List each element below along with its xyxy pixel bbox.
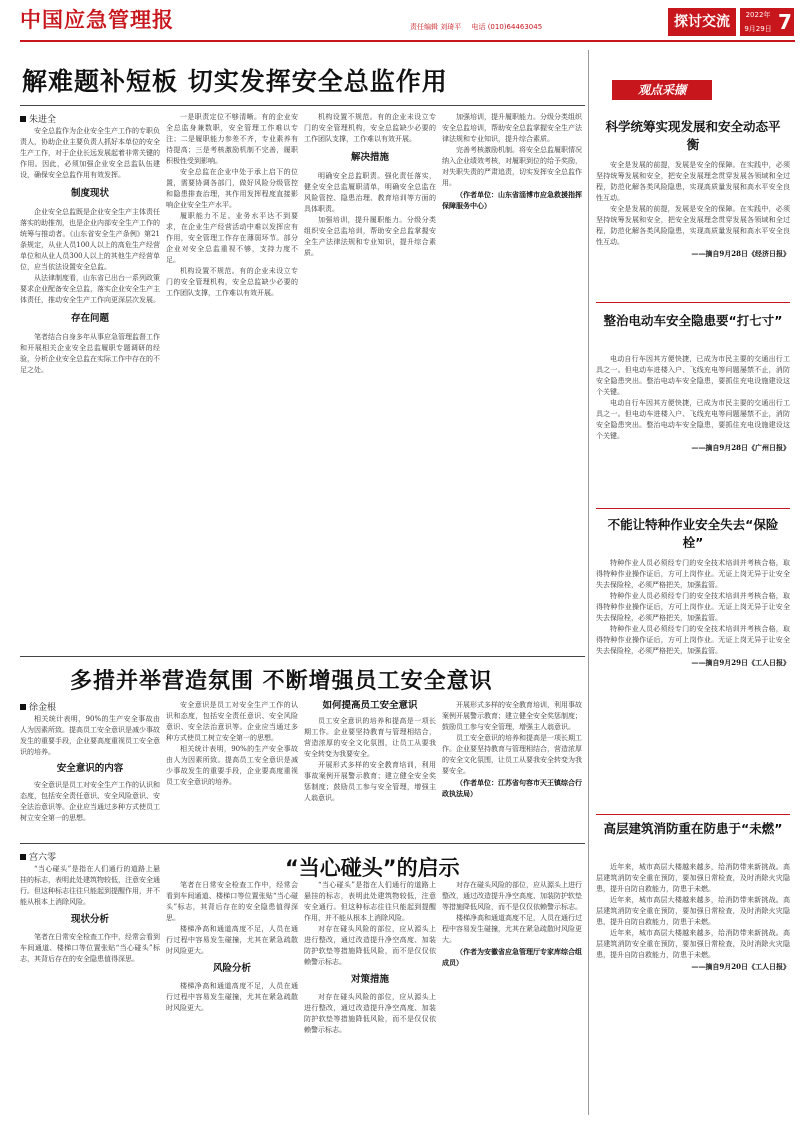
byline-square-icon (20, 854, 26, 860)
article1-source: （作者单位：山东省淄博市应急救援指挥保障服务中心） (442, 190, 582, 210)
article1-p10: 完善考核激励机制。将安全总监履职情况纳入企业绩效考核，对履职到位的给予奖励，对失职失责的严肃追责，切实发挥安全总监作用。 (442, 146, 582, 187)
article2-p4: 开展形式多样的安全教育培训，利用事故案例开展警示教育；建立健全安全奖惩制度；鼓励员工参与安全管理，增强主人翁意识。 (304, 761, 436, 802)
article3-p2: 笔者在日常安全检查工作中，经常会看到车间通道、楼梯口等位置张贴“当心碰头”标志，其背后存在的安全隐患值得深思。 (20, 933, 160, 963)
article2-source: （作者单位：江苏省句容市天王镇综合行政执法局） (442, 778, 582, 798)
article3-headline: “当心碰头”的启示 (285, 856, 460, 880)
sidebar-text-1: 安全是发展的前提，发展是安全的保障。在实践中，必须坚持统筹发展和安全，把安全发展理念贯穿发展各领域和全过程，防范化解各类风险隐患，实现高质量发展和高水平安全良性互动。 (596, 161, 790, 202)
article1-p9-cont: 加强培训，提升履职能力。分级分类组织安全总监培训，帮助安全总监掌握安全生产法律法规和专业知识，提升综合素质。 (442, 113, 582, 143)
article3-p3-cont2: 楼梯净高和通道高度不足，人员在通行过程中容易发生碰撞，尤其在紧急疏散时风险更大。 (442, 914, 582, 944)
article1-p3: 笔者结合自身多年从事应急管理监督工作和开展相关企业安全总监履职专题调研的经验，分析企业安全总监在实际工作中存在的不足之处。 (20, 333, 160, 374)
article2-p1-cont: 相关统计表明，90%的生产安全事故由人为因素所致。提高员工安全意识是减少事故发生的重要手段，企业要高度重视员工安全意识的培养。 (166, 745, 298, 786)
sidebar-text-4c: 近年来，城市高层大楼越来越多，给消防带来新挑战。高层建筑消防安全重在预防，要加强日常检查，及时消除火灾隐患，提升自防自救能力，防患于未燃。 (596, 929, 790, 959)
article2-sub1: 安全意识的内容 (56, 763, 124, 774)
article1-p7-cont: 机构设置不规范。有的企业未设立专门的安全管理机构，安全总监缺少必要的工作团队支撑，工作难以有效开展。 (304, 113, 436, 143)
article1-p5: 安全总监在企业中处于承上启下的位置，需要协调各部门，做好风险分级管控和隐患排查治理，其作用发挥程度直接影响企业安全生产水平。 (166, 168, 298, 209)
article1-col2 (166, 112, 298, 651)
sidebar-title-1: 科学统筹实现发展和安全动态平衡 (605, 119, 781, 152)
sidebar-body-2 (596, 354, 790, 504)
article3-p1-cont: “当心碰头”是指在人们通行的道路上悬挂的标志，表明此处建筑物较低，注意安全通行。但这种标志往往只能起到提醒作用，并不能从根本上消除风险。 (304, 881, 436, 922)
sidebar-text-1b: 安全是发展的前提，发展是安全的保障。在实践中，必须坚持统筹发展和安全，把安全发展理念贯穿发展各领域和全过程，防范化解各类风险隐患，实现高质量发展和高水平安全良性互动。 (596, 205, 790, 246)
article1-p6: 履职能力不足。业务水平达不到要求，在企业生产经营活动中难以发挥应有作用，安全管理工作存在薄弱环节。部分企业对安全总监重视不够，支持力度不足。 (166, 212, 298, 264)
sidebar-text-2: 电动自行车因其方便快捷，已成为市民主要的交通出行工具之一。但电动车进楼入户、飞线充电等问题屡禁不止，消防安全隐患突出。整治电动车安全隐患，要抓住充电设施建设这个关键。 (596, 355, 790, 396)
article1-sub2: 存在问题 (70, 313, 109, 324)
sidebar-body-4 (596, 862, 790, 1114)
issue-year: 2022年 (740, 8, 776, 22)
sidebar-cite-4: ——摘自9月20日《工人日报》 (691, 962, 790, 971)
byline-square-icon (20, 116, 26, 122)
sidebar-text-3: 特种作业人员必须经专门的安全技术培训并考核合格，取得特种作业操作证后，方可上岗作业。无证上岗无异于让安全失去保险栓，必须严格把关，加强监管。 (596, 559, 790, 589)
article2-author: 徐金根 (29, 703, 57, 713)
article3-sub2: 风险分析 (212, 963, 251, 974)
article3-p3-cont: 楼梯净高和通道高度不足，人员在通行过程中容易发生碰撞，尤其在紧急疏散时风险更大。 (166, 982, 298, 1012)
article1-headline: 解难题补短板 切实发挥安全总监作用 (22, 67, 448, 96)
sidebar-rule (596, 302, 790, 303)
article1-p4: 一是职责定位不够清晰。有的企业安全总监身兼数职，安全管理工作难以专注；二是履职能力参差不齐，专业素养有待提高；三是考核激励机制不完善，履职积极性受到影响。 (166, 113, 298, 165)
article3-col2 (166, 880, 298, 1114)
article1-sub1: 制度现状 (70, 188, 109, 199)
article1-p7: 机构设置不规范。有的企业未设立专门的安全管理机构，安全总监缺少必要的工作团队支撑，工作难以有效开展。 (166, 267, 298, 297)
article3-col1 (20, 864, 160, 1114)
article1-author: 朱进全 (29, 115, 57, 125)
editor-info (410, 22, 550, 32)
article1-sub3: 解决措施 (350, 152, 389, 163)
editor-label: 责任编辑 刘琦平 (410, 23, 462, 31)
article2-col3 (304, 700, 436, 838)
sidebar-cite-2: ——摘自9月28日《广州日报》 (691, 443, 790, 452)
sidebar-text-3b: 特种作业人员必须经专门的安全技术培训并考核合格，取得特种作业操作证后，方可上岗作业。无证上岗无异于让安全失去保险栓，必须严格把关，加强监管。 (596, 592, 790, 622)
article2-col1 (20, 714, 160, 838)
article2-p3: 员工安全意识的培养和提高是一项长期工作。企业要坚持教育与管理相结合，营造浓厚的安全文化氛围，让员工从要我安全转变为我要安全。 (304, 717, 436, 758)
article1-col4 (442, 112, 582, 651)
sidebar-text-3c: 特种作业人员必须经专门的安全技术培训并考核合格，取得特种作业操作证后，方可上岗作业。无证上岗无异于让安全失去保险栓，必须严格把关，加强监管。 (596, 625, 790, 655)
sidebar-tag: 观点采撷 (612, 80, 712, 100)
article3-p4-cont: 对存在碰头风险的部位，应从源头上进行整改，通过改造提升净空高度、加装防护软垫等措施降低风险，而不是仅仅依赖警示标志。 (304, 993, 436, 1034)
article1-byline (20, 112, 56, 125)
issue-date: 9月29日 (740, 22, 776, 36)
article2-byline (20, 700, 56, 713)
article3-col3 (304, 880, 436, 1114)
article3-p4-cont2: 对存在碰头风险的部位，应从源头上进行整改，通过改造提升净空高度、加装防护软垫等措施降低风险，而不是仅仅依赖警示标志。 (442, 881, 582, 911)
sidebar-title-3: 不能让特种作业安全失去“保险栓” (607, 517, 779, 550)
article3-col4 (442, 880, 582, 1114)
masthead-rule (20, 40, 795, 42)
article1-p9: 加强培训，提升履职能力。分级分类组织安全总监培训，帮助安全总监掌握安全生产法律法规和专业知识，提升综合素质。 (304, 216, 436, 257)
divider (20, 656, 585, 657)
article3-p3: 楼梯净高和通道高度不足，人员在通行过程中容易发生碰撞，尤其在紧急疏散时风险更大。 (166, 925, 298, 955)
sidebar-divider (588, 50, 589, 1115)
newspaper-logo: 中国应急管理报 (20, 7, 174, 32)
article2-p2-cont: 安全意识是员工对安全生产工作的认识和态度，包括安全责任意识、安全风险意识、安全法治意识等。企业应当通过多种方式使员工树立安全第一的思想。 (166, 701, 298, 742)
divider (20, 105, 585, 106)
article1-col3 (304, 112, 436, 651)
article1-p8: 明确安全总监职责。强化责任落实，健全安全总监履职清单，明确安全总监在风险管控、隐患治理、教育培训等方面的具体职责。 (304, 172, 436, 213)
byline-square-icon (20, 704, 26, 710)
sidebar-body-3 (596, 558, 790, 810)
article2-p1: 相关统计表明，90%的生产安全事故由人为因素所致。提高员工安全意识是减少事故发生的重要手段，企业要高度重视员工安全意识的培养。 (20, 715, 160, 756)
phone-label: 电话 (010)64463045 (471, 23, 543, 31)
masthead (0, 0, 800, 44)
article1-intro: 安全总监作为企业安全生产工作的专职负责人，协助企业主要负责人抓好本单位的安全生产工作，对于企业长远发展起着非常关键的作用。因此，必须加强企业安全总监队伍建设，确保安全总监作用有效发挥。 (20, 127, 160, 179)
article3-sub1: 现状分析 (70, 914, 109, 925)
article2-col4 (442, 700, 582, 838)
article1-p1: 企业安全总监既是企业安全生产主体责任落实的助推剂，也是企业内部安全生产工作的统筹与推动者。《山东省安全生产条例》第21条规定，从业人员100人以上的高危生产经营单位和从业人员300人以上的其他生产经营单位，应当依法设置安全总监。 (20, 208, 160, 271)
sidebar-rule (596, 814, 790, 815)
article3-p2-cont: 笔者在日常安全检查工作中，经常会看到车间通道、楼梯口等位置张贴“当心碰头”标志，其背后存在的安全隐患值得深思。 (166, 881, 298, 922)
section-title: 探讨交流 (668, 8, 736, 36)
sidebar-text-4: 近年来，城市高层大楼越来越多，给消防带来新挑战。高层建筑消防安全重在预防，要加强日常检查，及时消除火灾隐患，提升自防自救能力，防患于未燃。 (596, 863, 790, 893)
article2-col2 (166, 700, 298, 838)
article2-sub2: 如何提高员工安全意识 (322, 700, 418, 711)
article2-p3-cont: 员工安全意识的培养和提高是一项长期工作。企业要坚持教育与管理相结合，营造浓厚的安全文化氛围，让员工从要我安全转变为我要安全。 (442, 734, 582, 775)
article1-p2: 从法律制度看，山东省已出台一系列政策要求企业配备安全总监，落实企业安全生产主体责任，推动安全生产工作向更深层次发展。 (20, 274, 160, 304)
article2-headline: 多措并举营造氛围 不断增强员工安全意识 (70, 669, 493, 694)
sidebar-title-4: 高层建筑消防重在防患于“未燃” (603, 821, 783, 836)
sidebar-body-1 (596, 160, 790, 300)
article3-author: 宫六零 (29, 853, 57, 863)
article3-byline (20, 850, 56, 863)
article1-col1 (20, 126, 160, 651)
sidebar-cite-3: ——摘自9月29日《工人日报》 (691, 658, 790, 667)
article3-source: （作者为安徽省应急管理厅专家库综合组成员） (442, 947, 582, 967)
article2-p2: 安全意识是员工对安全生产工作的认识和态度，包括安全责任意识、安全风险意识、安全法治意识等。企业应当通过多种方式使员工树立安全第一的思想。 (20, 781, 160, 822)
article2-p4-cont: 开展形式多样的安全教育培训，利用事故案例开展警示教育；建立健全安全奖惩制度；鼓励员工参与安全管理，增强主人翁意识。 (442, 701, 582, 731)
sidebar-rule (596, 508, 790, 509)
sidebar-title-2: 整治电动车安全隐患要“打七寸” (603, 313, 783, 328)
sidebar-text-2b: 电动自行车因其方便快捷，已成为市民主要的交通出行工具之一。但电动车进楼入户、飞线充电等问题屡禁不止，消防安全隐患突出。整治电动车安全隐患，要抓住充电设施建设这个关键。 (596, 399, 790, 440)
article3-p1: “当心碰头”是指在人们通行的道路上悬挂的标志，表明此处建筑物较低，注意安全通行。但这种标志往往只能起到提醒作用，并不能从根本上消除风险。 (20, 865, 160, 906)
divider (20, 843, 585, 844)
article3-sub3: 对策措施 (350, 974, 389, 985)
page-number: 7 (776, 8, 794, 36)
sidebar-text-4b: 近年来，城市高层大楼越来越多，给消防带来新挑战。高层建筑消防安全重在预防，要加强日常检查，及时消除火灾隐患，提升自防自救能力，防患于未燃。 (596, 896, 790, 926)
article3-p4: 对存在碰头风险的部位，应从源头上进行整改，通过改造提升净空高度、加装防护软垫等措施降低风险，而不是仅仅依赖警示标志。 (304, 925, 436, 966)
sidebar-cite-1: ——摘自9月28日《经济日报》 (691, 249, 790, 258)
